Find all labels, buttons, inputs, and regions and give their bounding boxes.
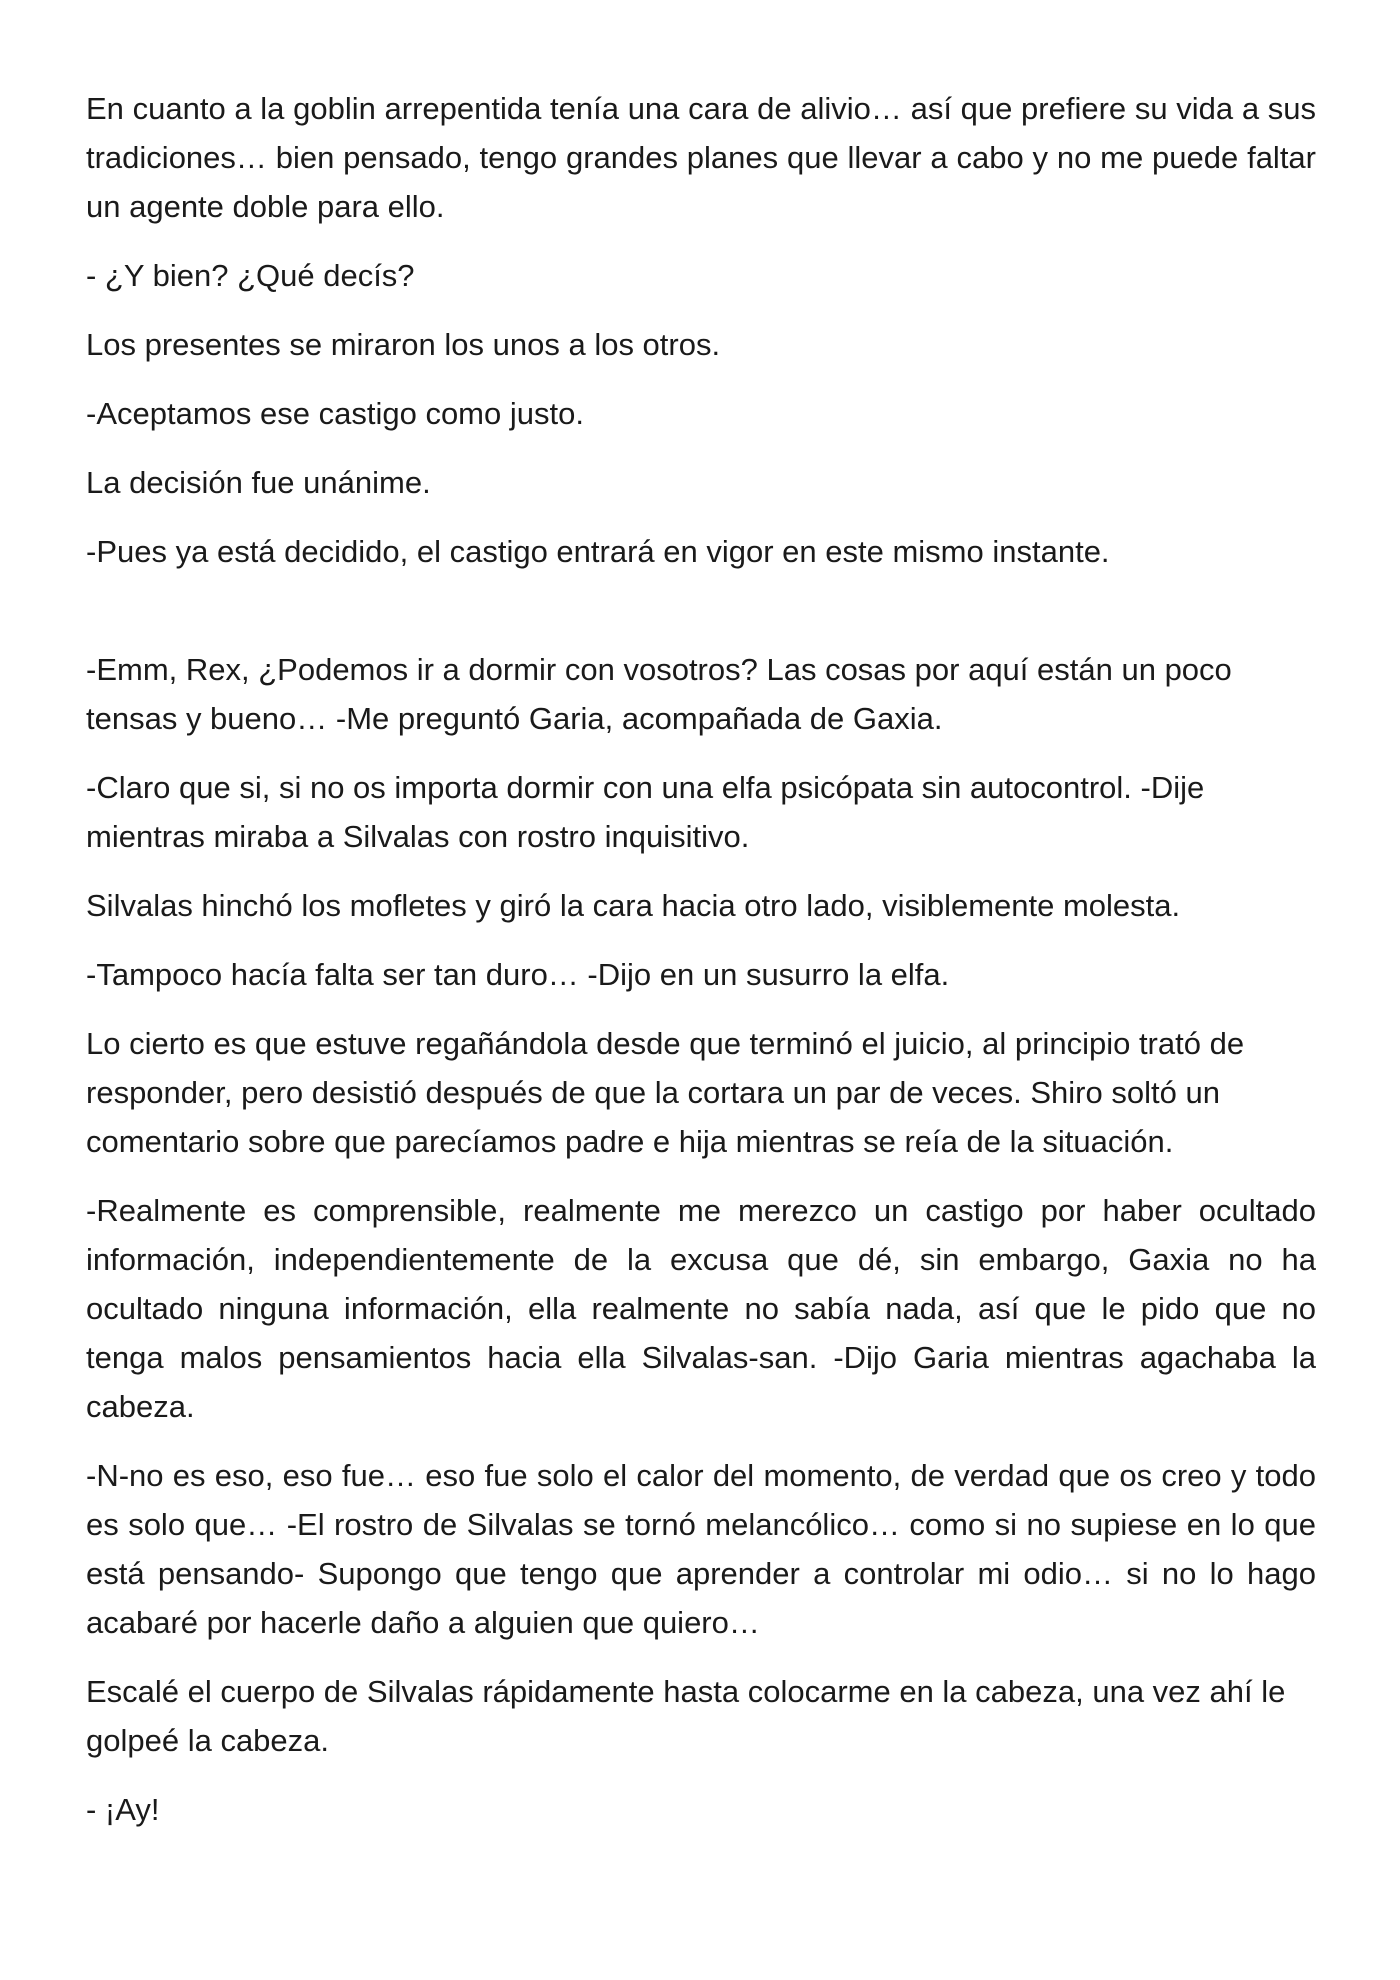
dialogue-line: -Pues ya está decidido, el castigo entrará en vigor en este mismo instante. — [86, 534, 1110, 569]
dialogue-line: -Aceptamos ese castigo como justo. — [86, 396, 584, 431]
paragraph: Lo cierto es que estuve regañándola desde que terminó el juicio, al principio trató de responder, pero desistió después de que la cortara un par de veces. Shiro soltó un comentario sobre que parecíamos padre e hija mientras se reía de la situación. — [86, 1026, 1245, 1159]
paragraph: La decisión fue unánime. — [86, 465, 431, 500]
dialogue-line: -Emm, Rex, ¿Podemos ir a dormir con vosotros? Las cosas por aquí están un poco tensas y bueno… -Me preguntó Garia, acompañada de Gaxia. — [86, 652, 1232, 736]
dialogue-line: - ¡Ay! — [86, 1792, 160, 1827]
paragraph: Escalé el cuerpo de Silvalas rápidamente hasta colocarme en la cabeza, una vez ahí le golpeé la cabeza. — [86, 1674, 1286, 1758]
paragraph: Silvalas hinchó los mofletes y giró la cara hacia otro lado, visiblemente molesta. — [86, 888, 1181, 923]
paragraph: Los presentes se miraron los unos a los otros. — [86, 327, 721, 362]
dialogue-line: - ¿Y bien? ¿Qué decís? — [86, 258, 415, 293]
dialogue-line: -Tampoco hacía falta ser tan duro… -Dijo en un susurro la elfa. — [86, 957, 950, 992]
dialogue-line: -Realmente es comprensible, realmente me merezco un castigo por haber ocultado información, independientemente de la excusa que dé, sin embargo, Gaxia no ha ocultado ninguna información, ella realmente no sabía nada, así que le pido que no tenga malos pensamientos hacia ella Silvalas-san. -Dijo Garia mientras agachaba la cabeza. — [86, 1193, 1316, 1424]
section-break — [86, 596, 1316, 645]
paragraph: En cuanto a la goblin arrepentida tenía una cara de alivio… así que prefiere su vida a sus tradiciones… bien pensado, tengo grandes planes que llevar a cabo y no me puede faltar un agente doble para ello. — [86, 91, 1316, 224]
dialogue-line: -N-no es eso, eso fue… eso fue solo el calor del momento, de verdad que os creo y todo es solo que… -El rostro de Silvalas se tornó melancólico… como si no supiese en lo que está pensando- Supongo que tengo que aprender a controlar mi odio… si no lo hago acabaré por hacerle daño a alguien que quiero… — [86, 1458, 1316, 1640]
dialogue-line: -Claro que si, si no os importa dormir con una elfa psicópata sin autocontrol. -Dije mientras miraba a Silvalas con rostro inquisitivo. — [86, 770, 1205, 854]
document-page — [86, 84, 1316, 1854]
